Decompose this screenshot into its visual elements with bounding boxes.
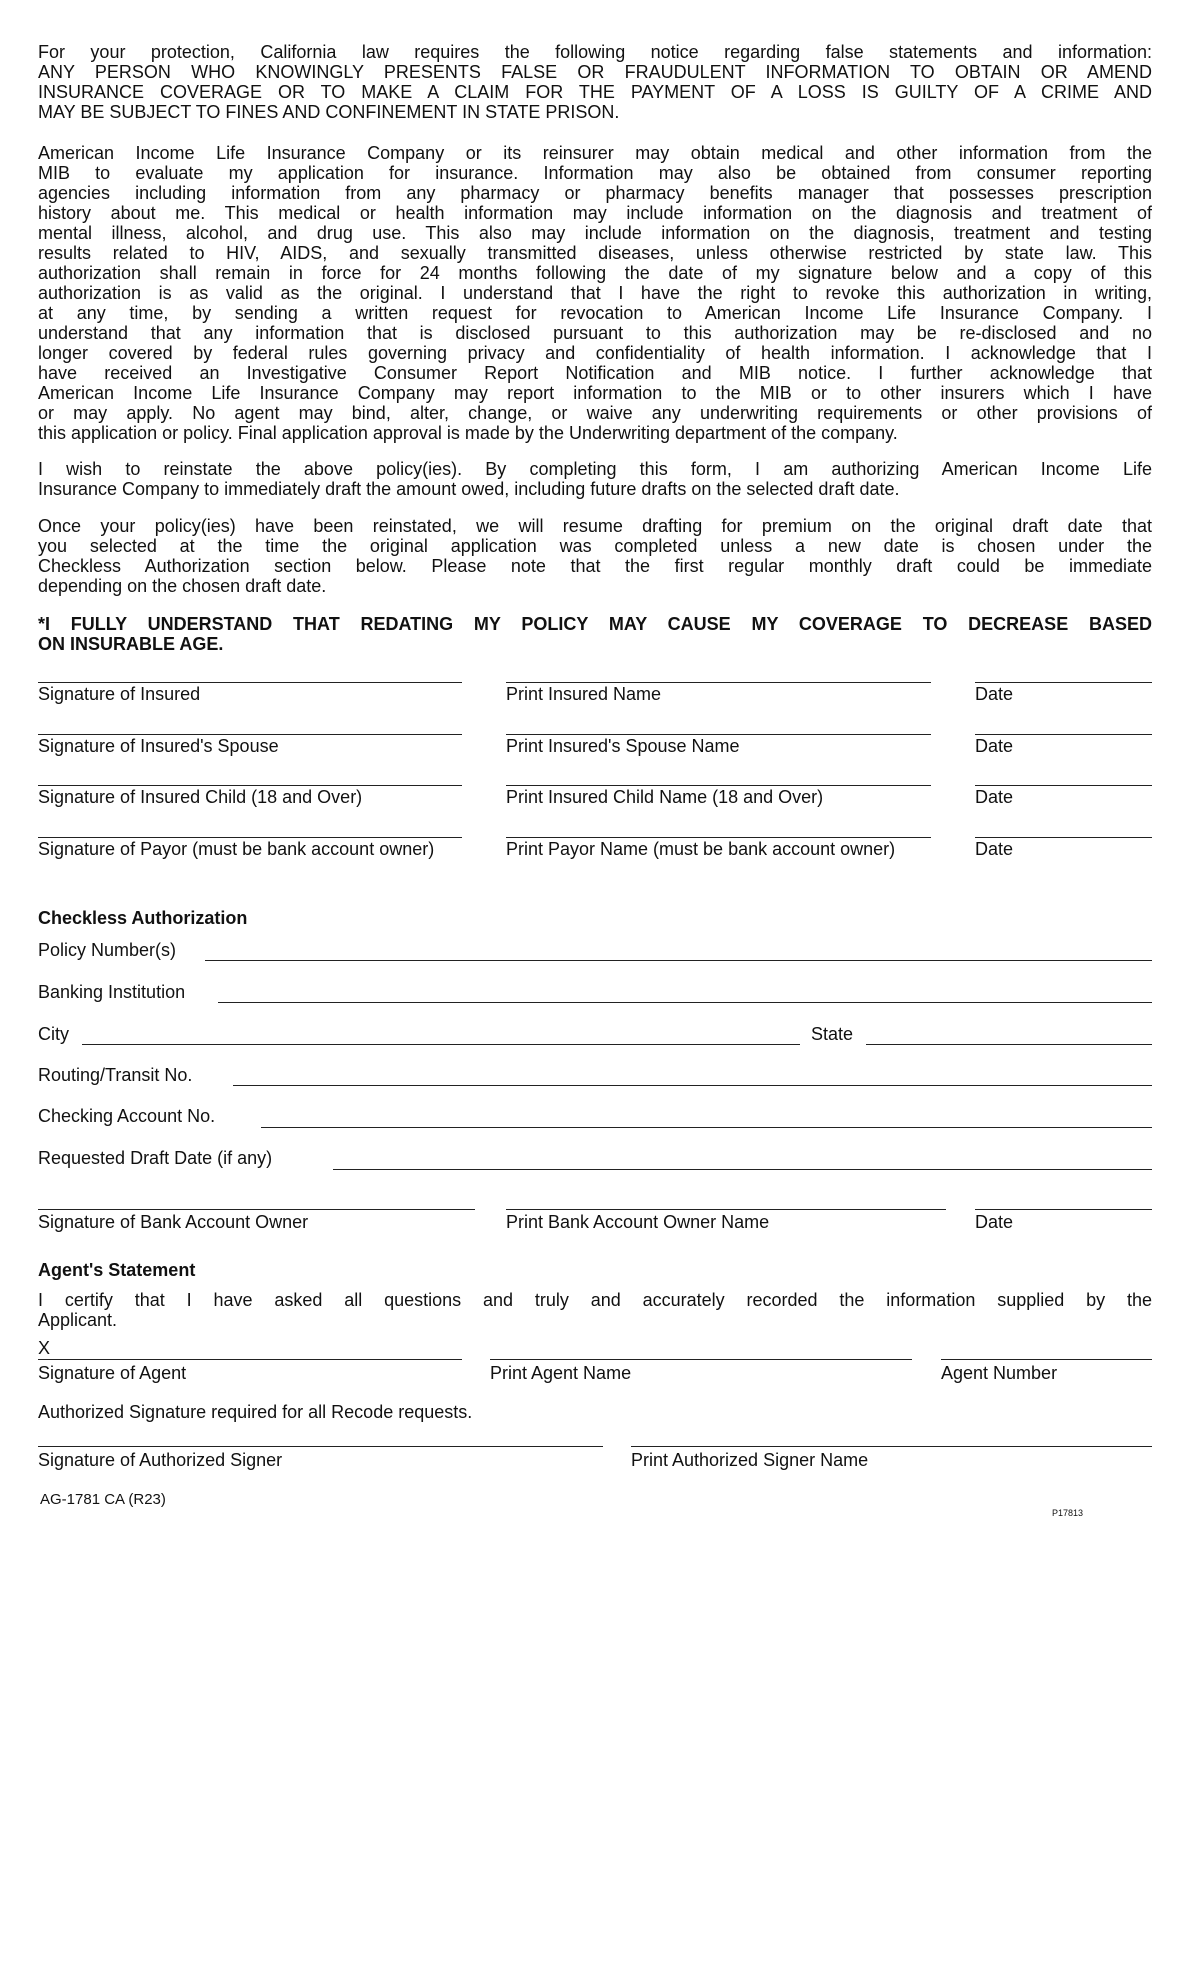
routing-field[interactable] — [233, 1085, 1152, 1086]
signature-label: Signature of Insured's Spouse — [38, 736, 279, 756]
recode-note: Authorized Signature required for all Recode requests. — [38, 1402, 473, 1422]
text-line: history about me. This medical or health information may include information on the diagnosis and treatment of — [38, 203, 1152, 223]
date-field[interactable] — [975, 682, 1152, 683]
authorized-signature-label: Signature of Authorized Signer — [38, 1450, 283, 1470]
agent-number-field[interactable] — [941, 1359, 1152, 1360]
authorized-name-label: Print Authorized Signer Name — [631, 1450, 869, 1470]
policy-number-field[interactable] — [205, 960, 1152, 961]
text-line: have received an Investigative Consumer Report Notification and MIB notice. I further acknowledge that — [38, 363, 1152, 383]
text-line: American Income Life Insurance Company may report information to the MIB or to other insurers which I have — [38, 383, 1152, 403]
print-name-field[interactable] — [506, 734, 931, 735]
text-line: MIB to evaluate my application for insurance. Information may also be obtained from consumer reporting — [38, 163, 1152, 183]
print-name-label: Print Insured's Spouse Name — [506, 736, 740, 756]
print-name-field[interactable] — [506, 837, 931, 838]
text-line: mental illness, alcohol, and drug use. This also may include information on the diagnosis, treatment and testing — [38, 223, 1152, 243]
signature-label: Signature of Insured Child (18 and Over) — [38, 787, 363, 807]
text-line: INSURANCE COVERAGE OR TO MAKE A CLAIM FOR THE PAYMENT OF A LOSS IS GUILTY OF A CRIME AND — [38, 82, 1152, 102]
date-label: Date — [975, 684, 1014, 704]
fraud-notice — [38, 42, 1152, 122]
reinstate-paragraph — [38, 459, 1152, 499]
text-line: *I FULLY UNDERSTAND THAT REDATING MY POLICY MAY CAUSE MY COVERAGE TO DECREASE BASED — [38, 614, 1152, 634]
text-line: I certify that I have asked all questions and truly and accurately recorded the information supplied by the — [38, 1290, 1152, 1310]
bank-owner-signature-field[interactable] — [38, 1209, 475, 1210]
banking-institution-field[interactable] — [218, 1002, 1152, 1003]
bank-owner-name-label: Print Bank Account Owner Name — [506, 1212, 770, 1232]
redating-warning — [38, 614, 1152, 654]
bank-owner-name-field[interactable] — [506, 1209, 946, 1210]
signature-field[interactable] — [38, 837, 462, 838]
print-name-label: Print Insured Child Name (18 and Over) — [506, 787, 824, 807]
bank-owner-signature-label: Signature of Bank Account Owner — [38, 1212, 309, 1232]
form-number: AG-1781 CA (R23) — [40, 1491, 166, 1508]
date-field[interactable] — [975, 785, 1152, 786]
print-code: P17813 — [1052, 1508, 1084, 1518]
date-field[interactable] — [975, 837, 1152, 838]
text-line: I wish to reinstate the above policy(ies). By completing this form, I am authorizing American Income Life — [38, 459, 1152, 479]
text-line: understand that any information that is disclosed pursuant to this authorization may be re-disclosed and no — [38, 323, 1152, 343]
date-label: Date — [975, 839, 1014, 859]
bank-owner-date-field[interactable] — [975, 1209, 1152, 1210]
authorized-signature-field[interactable] — [38, 1446, 603, 1447]
text-line: Once your policy(ies) have been reinstated, we will resume drafting for premium on the original draft date that — [38, 516, 1152, 536]
agent-statement-heading: Agent's Statement — [38, 1260, 196, 1280]
signature-field[interactable] — [38, 734, 462, 735]
date-label: Date — [975, 787, 1014, 807]
state-field[interactable] — [866, 1044, 1152, 1045]
date-label: Date — [975, 736, 1014, 756]
date-field[interactable] — [975, 734, 1152, 735]
text-line: Insurance Company to immediately draft the amount owed, including future drafts on the selected draft date. — [38, 479, 900, 499]
print-name-label: Print Payor Name (must be bank account owner) — [506, 839, 896, 859]
agent-signature-field[interactable] — [38, 1359, 462, 1360]
city-field[interactable] — [82, 1044, 800, 1045]
text-line: this application or policy. Final application approval is made by the Underwriting department of the company. — [38, 423, 898, 443]
checking-field[interactable] — [261, 1127, 1152, 1128]
text-line: ANY PERSON WHO KNOWINGLY PRESENTS FALSE OR FRAUDULENT INFORMATION TO OBTAIN OR AMEND — [38, 62, 1152, 82]
draft-date-field[interactable] — [333, 1169, 1152, 1170]
signature-field[interactable] — [38, 785, 462, 786]
print-name-field[interactable] — [506, 682, 931, 683]
text-line: results related to HIV, AIDS, and sexually transmitted diseases, unless otherwise restricted by state law. This — [38, 243, 1152, 263]
text-line: longer covered by federal rules governing privacy and confidentiality of health information. I acknowledge that I — [38, 343, 1152, 363]
text-line: depending on the chosen draft date. — [38, 576, 327, 596]
text-line: authorization shall remain in force for 24 months following the date of my signature below and a copy of this — [38, 263, 1152, 283]
authorized-name-field[interactable] — [631, 1446, 1152, 1447]
text-line: authorization is as valid as the original. I understand that I have the right to revoke this authorization in writing, — [38, 283, 1152, 303]
authorization-paragraph — [38, 143, 1152, 443]
agent-name-field[interactable] — [490, 1359, 912, 1360]
checkless-heading: Checkless Authorization — [38, 908, 248, 928]
text-line: or may apply. No agent may bind, alter, change, or waive any underwriting requirements or other provisions of — [38, 403, 1152, 423]
agent-certify-text — [38, 1290, 1152, 1330]
agent-number-label: Agent Number — [941, 1363, 1058, 1383]
text-line: Applicant. — [38, 1310, 118, 1330]
print-name-field[interactable] — [506, 785, 931, 786]
routing-label: Routing/Transit No. — [38, 1065, 193, 1085]
policy-number-label: Policy Number(s) — [38, 940, 177, 960]
banking-institution-label: Banking Institution — [38, 982, 186, 1002]
signature-label: Signature of Payor (must be bank account owner) — [38, 839, 435, 859]
x-mark: X — [38, 1338, 51, 1358]
drafting-paragraph — [38, 516, 1152, 596]
signature-label: Signature of Insured — [38, 684, 201, 704]
text-line: at any time, by sending a written request for revocation to American Income Life Insurance Company. I — [38, 303, 1152, 323]
text-line: American Income Life Insurance Company or its reinsurer may obtain medical and other information from the — [38, 143, 1152, 163]
text-line: agencies including information from any pharmacy or pharmacy benefits manager that possesses prescription — [38, 183, 1152, 203]
text-line: For your protection, California law requires the following notice regarding false statements and information: — [38, 42, 1152, 62]
text-line: Checkless Authorization section below. Please note that the first regular monthly draft could be immediate — [38, 556, 1152, 576]
city-label: City — [38, 1024, 69, 1044]
text-line: you selected at the time the original application was completed unless a new date is chosen under the — [38, 536, 1152, 556]
draft-date-label: Requested Draft Date (if any) — [38, 1148, 273, 1168]
agent-name-label: Print Agent Name — [490, 1363, 632, 1383]
text-line: MAY BE SUBJECT TO FINES AND CONFINEMENT IN STATE PRISON. — [38, 102, 620, 122]
bank-owner-date-label: Date — [975, 1212, 1014, 1232]
agent-signature-label: Signature of Agent — [38, 1363, 187, 1383]
signature-field[interactable] — [38, 682, 462, 683]
print-name-label: Print Insured Name — [506, 684, 662, 704]
text-line: ON INSURABLE AGE. — [38, 634, 224, 654]
checking-label: Checking Account No. — [38, 1106, 216, 1126]
state-label: State — [811, 1024, 854, 1044]
